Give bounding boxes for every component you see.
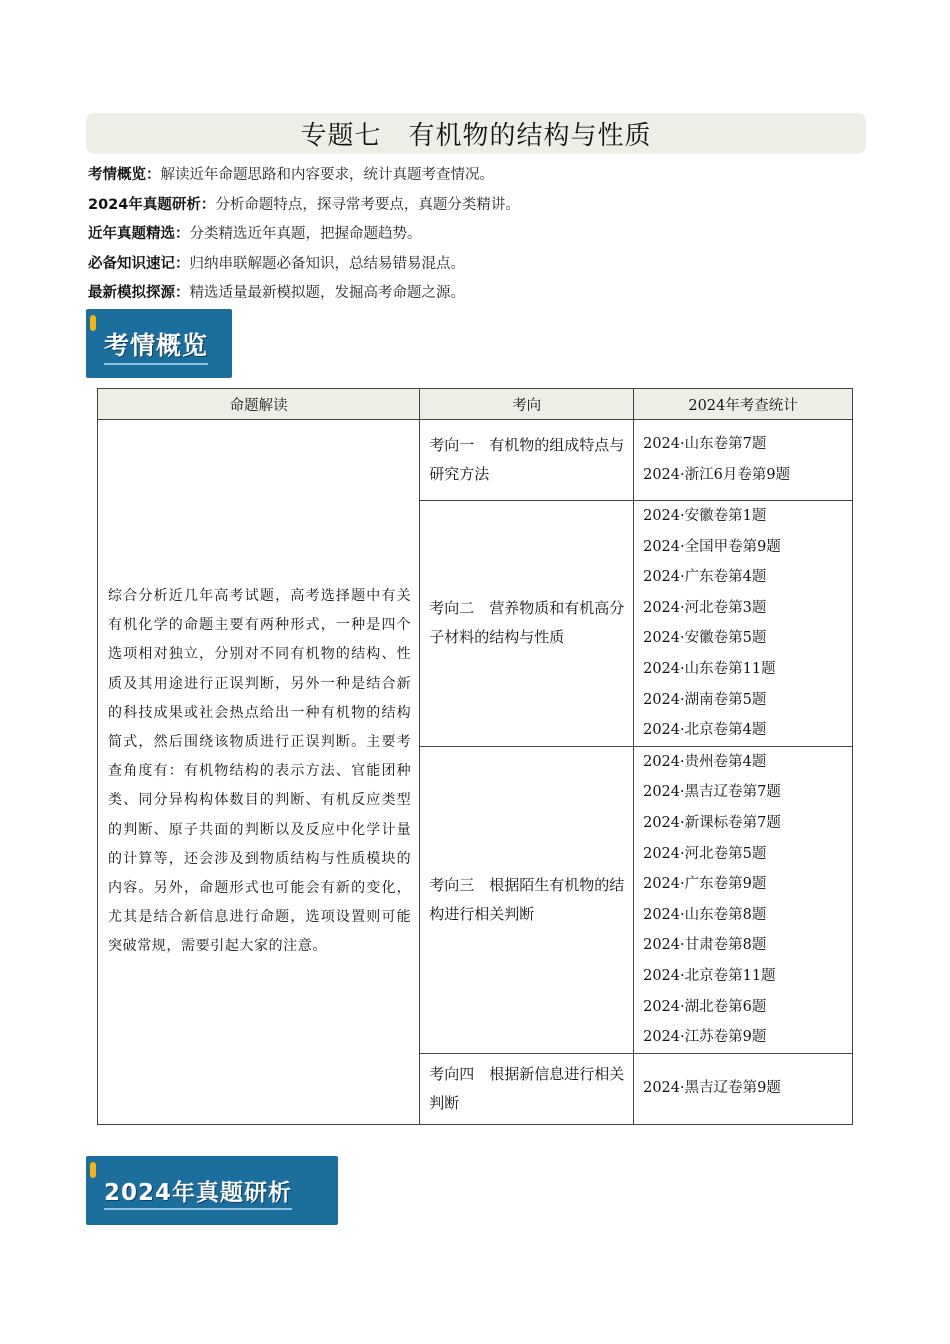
ref-item: 2024·贵州卷第4题 bbox=[643, 753, 767, 770]
intro-item bbox=[88, 253, 868, 283]
intro-item bbox=[88, 282, 868, 312]
ref-item: 2024·安徽卷第5题 bbox=[643, 630, 767, 647]
ref-item: 2024·新课标卷第7题 bbox=[643, 814, 781, 831]
intro-key: 考情概览： bbox=[88, 167, 161, 183]
intro-value: 解读近年命题思路和内容要求，统计真题考查情况。 bbox=[160, 167, 494, 183]
section-badge-overview bbox=[86, 309, 232, 378]
ref-item: 2024·山东卷第8题 bbox=[643, 906, 767, 923]
intro-item bbox=[88, 223, 868, 253]
ref-item: 2024·湖北卷第6题 bbox=[643, 998, 767, 1015]
page-title bbox=[86, 113, 866, 154]
intro-value: 精选适量最新模拟题，发掘高考命题之源。 bbox=[189, 285, 465, 301]
refs-cell bbox=[634, 420, 853, 501]
header-cell-analysis: 命题解读 bbox=[98, 389, 420, 420]
header-cell-direction: 考向 bbox=[420, 389, 634, 420]
table-row bbox=[98, 420, 853, 501]
intro-value: 归纳串联解题必备知识，总结易错易混点。 bbox=[189, 255, 465, 272]
ref-item: 2024·广东卷第4题 bbox=[643, 569, 767, 586]
intro-value: 分类精选近年真题，把握命题趋势。 bbox=[189, 226, 422, 242]
intro-key: 最新模拟探源： bbox=[88, 285, 190, 301]
intro-item bbox=[88, 164, 868, 194]
ref-item: 2024·湖南卷第5题 bbox=[643, 691, 767, 708]
ref-item: 2024·甘肃卷第8题 bbox=[643, 937, 767, 954]
intro-item bbox=[88, 194, 868, 224]
ref-item: 2024·全国甲卷第9题 bbox=[643, 538, 781, 555]
ref-item: 2024·广东卷第9题 bbox=[643, 876, 767, 893]
header-cell-stats: 2024年考查统计 bbox=[634, 389, 853, 420]
refs-cell bbox=[634, 1053, 853, 1124]
ref-item: 2024·山东卷第7题 bbox=[643, 436, 767, 453]
refs-cell bbox=[634, 746, 853, 1053]
direction-cell: 考向三 根据陌生有机物的结构进行相关判断 bbox=[420, 746, 634, 1053]
ref-item: 2024·江苏卷第9题 bbox=[643, 1029, 767, 1046]
ref-item: 2024·黑吉辽卷第9题 bbox=[643, 1080, 781, 1097]
direction-cell: 考向四 根据新信息进行相关判断 bbox=[420, 1053, 634, 1124]
page-title-text: 专题七 有机物的结构与性质 bbox=[300, 121, 652, 151]
ref-item: 2024·河北卷第3题 bbox=[643, 599, 767, 616]
ref-item: 2024·北京卷第4题 bbox=[643, 722, 767, 739]
analysis-cell: 综合分析近几年高考试题，高考选择题中有关有机化学的命题主要有两种形式，一种是四个选项相对独立，分别对不同有机物的结构、性质及其用途进行正误判断，另外一种是结合新的科技成果或社会热点给出一种有机物的结构简式，然后围绕该物质进行正误判断。主要考查角度有：有机物结构的表示方法、官能团种类、同分异构构体数目的判断、有机反应类型的判断、原子共面的判断以及反应中化学计量的计算等，还会涉及到物质结构与性质模块的内容。另外，命题形式也可能会有新的变化，尤其是结合新信息进行命题，选项设置则可能突破常规，需要引起大家的注意。 bbox=[98, 420, 420, 1125]
intro-key: 必备知识速记： bbox=[88, 255, 190, 272]
exam-stats-table bbox=[97, 388, 853, 1125]
intro-value: 分析命题特点，探寻常考要点，真题分类精讲。 bbox=[215, 196, 520, 213]
ref-item: 2024·安徽卷第1题 bbox=[643, 508, 767, 524]
table-header-row bbox=[98, 389, 853, 420]
ref-item: 2024·河北卷第5题 bbox=[643, 845, 767, 862]
ref-item: 2024·浙江6月卷第9题 bbox=[643, 467, 791, 483]
intro-key: 2024年真题研析： bbox=[88, 196, 216, 213]
ref-item: 2024·北京卷第11题 bbox=[643, 967, 776, 984]
ref-item: 2024·黑吉辽卷第7题 bbox=[643, 784, 781, 801]
ref-item: 2024·山东卷第11题 bbox=[643, 660, 776, 677]
section-badge-label: 考情概览 bbox=[86, 326, 208, 362]
section-badge-label: 2024年真题研析 bbox=[86, 1174, 292, 1207]
direction-cell: 考向一 有机物的组成特点与研究方法 bbox=[420, 420, 634, 501]
section-badge-analysis bbox=[86, 1156, 338, 1225]
intro-key: 近年真题精选： bbox=[88, 226, 190, 242]
direction-cell: 考向二 营养物质和有机高分子材料的结构与性质 bbox=[420, 501, 634, 747]
refs-cell bbox=[634, 501, 853, 747]
intro-list bbox=[88, 164, 868, 312]
